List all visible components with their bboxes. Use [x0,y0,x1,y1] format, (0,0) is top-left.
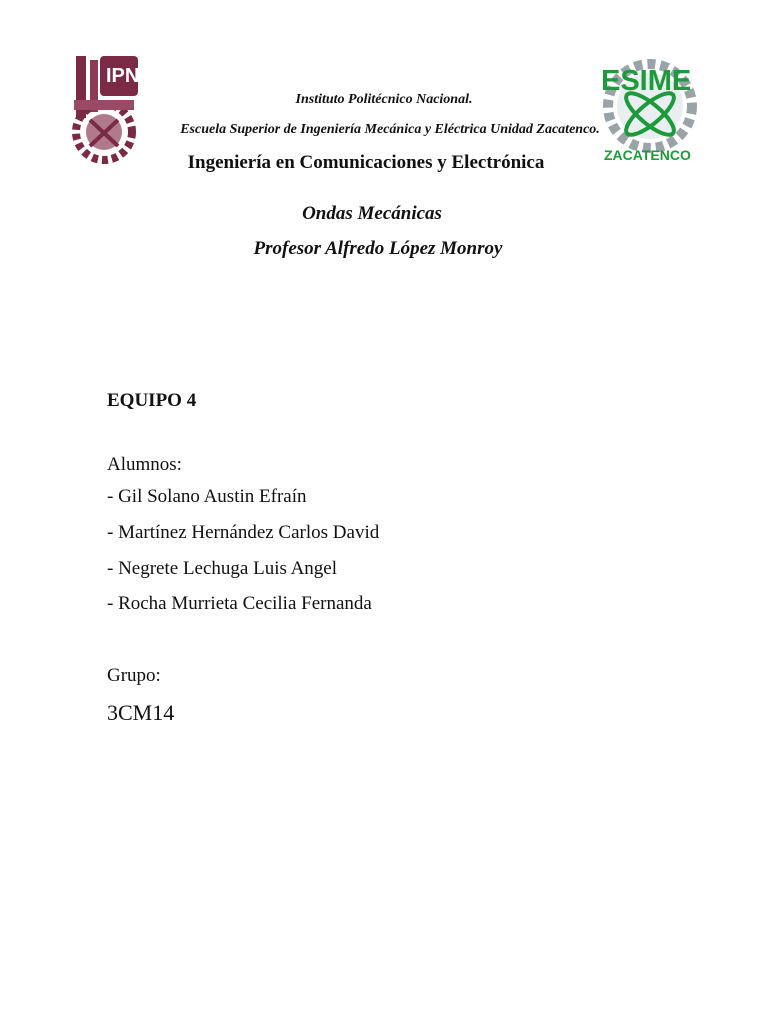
school-name: Escuela Superior de Ingeniería Mecánica y Eléctrica Unidad Zacatenco. [180,122,600,137]
student-item: - Martínez Hernández Carlos David [107,522,380,543]
group-label: Grupo: [107,665,161,686]
group-value: 3CM14 [107,700,175,725]
student-item: - Negrete Lechuga Luis Angel [107,558,338,579]
career-title: Ingeniería en Comunicaciones y Electrónica [187,152,545,173]
esime-logo-text: ESIME [601,65,692,97]
institution-name: Instituto Politécnico Nacional. [295,92,473,107]
ipn-logo-icon [70,50,142,166]
esime-logo-icon [598,50,706,166]
student-item: - Rocha Murrieta Cecilia Fernanda [107,593,372,614]
professor-name: Profesor Alfredo López Monroy [253,238,503,259]
team-heading: EQUIPO 4 [107,390,197,411]
zacatenco-logo-text: ZACATENCO [604,147,691,163]
students-label: Alumnos: [107,454,182,475]
ipn-logo-text: IPN [106,65,140,87]
student-item: - Gil Solano Austin Efraín [107,486,307,507]
subject-title: Ondas Mecánicas [302,203,442,224]
